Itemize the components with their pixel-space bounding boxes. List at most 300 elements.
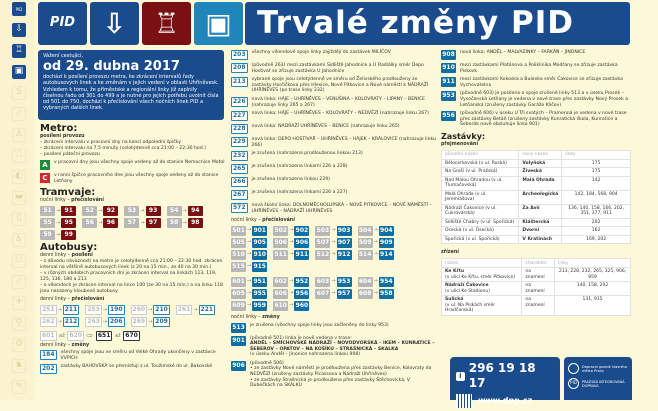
- old-line-badge: 262: [42, 318, 55, 326]
- change-desc: je zrušena (nahrazena linkami 226 a 228): [251, 164, 348, 170]
- line-badge: 226: [233, 97, 246, 105]
- old-line-badge: 51: [40, 206, 55, 216]
- old-line-badge: 57: [124, 218, 139, 228]
- renumber-pair: [231, 301, 267, 311]
- new-line-badge: 953: [337, 277, 351, 285]
- rename-table: [441, 150, 631, 245]
- old-line-badge: 503: [316, 226, 330, 234]
- renumber-pair: [176, 305, 215, 315]
- new-line-badge: 905: [253, 238, 266, 246]
- column-header: linky: [562, 150, 631, 159]
- new-line-badge: 906: [295, 238, 309, 246]
- category-sidebar: [0, 0, 34, 400]
- new-line-badge: 959: [253, 301, 266, 309]
- range-word: až: [59, 333, 65, 339]
- character-cell: na znamení: [522, 296, 555, 316]
- new-line-badge: 99: [61, 230, 76, 240]
- change-text: [252, 124, 400, 130]
- old-name-cell: Osecká (v ul. Osecká): [442, 227, 519, 236]
- table-row: [442, 204, 631, 218]
- lines-cell: 142, 184, 568, 904: [562, 190, 631, 204]
- change-desc: nová linka: HÁJE – UHŘÍNĚVES – KOLOVRATY – NEDVĚZÍ (nahrazuje linku 267): [251, 111, 429, 117]
- old-line-badge: 261: [177, 306, 191, 314]
- line-change: [441, 77, 631, 88]
- change-desc: je zrušena (nahrazena prodlouženou linkou 213): [251, 151, 363, 157]
- new-line-badge: 910: [253, 250, 266, 258]
- renumber-pair: [358, 277, 394, 287]
- column-header: název: [442, 259, 522, 268]
- wrench-icon[interactable]: ✎: [12, 380, 26, 394]
- old-line-badge: 606: [274, 289, 287, 297]
- renumber-pair: [315, 289, 351, 299]
- sub-label: noční linky –: [231, 217, 263, 223]
- renumber-pair: [40, 317, 79, 327]
- line-badge: 651: [97, 332, 111, 340]
- change-text: [250, 361, 436, 389]
- renumber-pair: [82, 218, 118, 228]
- renumber-pair: [167, 206, 203, 216]
- renumber-pair: [40, 305, 79, 315]
- buses-heading: Autobusy:: [40, 242, 98, 254]
- line-badge: 906: [232, 361, 245, 369]
- ticket-icon[interactable]: ▬: [12, 191, 26, 205]
- change-text: [460, 77, 631, 88]
- new-name-cell: Kláštercká: [519, 218, 562, 227]
- old-line-badge: 263: [87, 318, 100, 326]
- line-badge: 601: [42, 332, 55, 340]
- line-badge: 513: [232, 323, 245, 331]
- new-line-badge: 211: [64, 306, 78, 314]
- arrow-icon: →: [247, 251, 252, 258]
- old-name-cell: Spořická (v ul. Spořická): [442, 235, 519, 244]
- night-renumber-list: [231, 226, 436, 274]
- new-line-badge: 95: [61, 218, 76, 228]
- old-line-badge: 52: [82, 206, 97, 216]
- night-changes: [231, 323, 436, 389]
- change-desc: všechny spoje jsou ve směru od Velké Ohrady ukončeny v zastávce VVPICH: [60, 350, 216, 361]
- old-line-badge: 511: [274, 250, 287, 258]
- arrow-icon: →: [331, 239, 336, 246]
- change-text: [61, 350, 226, 361]
- buses-sub-renumber: [40, 297, 226, 303]
- new-name-cell: Volyňská: [519, 159, 562, 168]
- range-renumber: [40, 331, 226, 341]
- renumber-pair: [85, 317, 124, 327]
- arrow-icon: →: [182, 208, 187, 215]
- line-change: [231, 323, 436, 333]
- table-row: [442, 268, 631, 282]
- cablecar-icon[interactable]: ⟋: [12, 107, 26, 121]
- bus-renumber-list: [40, 305, 226, 329]
- renumber-pair: [124, 206, 160, 216]
- arrow-icon: →: [331, 278, 336, 285]
- arrow-icon: →: [247, 278, 252, 285]
- line-change: [231, 177, 436, 187]
- column-header: linky: [555, 259, 631, 268]
- change-text: [460, 91, 631, 108]
- lines-cell: 140, 158, 202: [555, 282, 631, 296]
- old-line-badge: 58: [167, 218, 182, 228]
- lines-cell: 202: [562, 218, 631, 227]
- sub-label: noční linky –: [40, 198, 72, 204]
- renumber-pair: [131, 305, 170, 315]
- old-line-badge: 603: [316, 277, 330, 285]
- pid-logo-icon[interactable]: PID: [12, 2, 26, 16]
- trams-sub: [40, 198, 226, 204]
- line-badge: 620: [69, 332, 82, 340]
- website-link[interactable]: www.dpp.cz: [478, 396, 533, 405]
- new-line-badge: 960: [295, 301, 309, 309]
- line-change: [40, 350, 226, 361]
- renumber-pair: [124, 218, 160, 228]
- column-header: charakter: [522, 259, 555, 268]
- bus-bullet: – z důvodu návaznosti na metro je celotýdenně cca 21:00 – 22:30 hod. zkrácen interval na většině autobusových linek (z 20 na 15 min., ze 40 na 30 min.): [40, 259, 223, 271]
- arrow-icon: →: [247, 239, 252, 246]
- old-name-cell: Malá Ohrada (v ul. Jeremiášova): [442, 190, 519, 204]
- train-s-icon[interactable]: S: [12, 86, 26, 100]
- new-stops-table: [441, 258, 631, 316]
- renumber-pair: [273, 238, 309, 248]
- phone-number[interactable]: 296 19 18 17: [468, 361, 536, 390]
- renumber-pair: [167, 218, 203, 228]
- new-line-badge: 955: [253, 289, 266, 297]
- effective-date: od 29. dubna 2017: [43, 59, 180, 75]
- arrow-icon: →: [56, 232, 61, 239]
- stop-location: (v ulici Ke Křtu, směr Pitkovice): [445, 274, 516, 280]
- stop-location: (v ul. Na Pískách směr Hradčanská): [445, 302, 496, 314]
- table-row: [442, 218, 631, 227]
- line-change: [231, 97, 436, 108]
- old-line-badge: 602: [274, 277, 287, 285]
- table-row: [442, 296, 631, 316]
- change-desc: všechny víkendové spoje linky zajíždějí do zastávek MILÍČOV: [251, 50, 391, 55]
- metro-bullet: – zkrácení intervalu na 7,5 minuty (celotýdenně cca 21:00 – 22:30 hod.): [40, 145, 206, 151]
- new-name-cell: Za Avií: [519, 204, 562, 218]
- left-column: [40, 123, 226, 377]
- old-line-badge: 509: [358, 238, 372, 246]
- change-text: [252, 50, 391, 56]
- line-change: [231, 190, 436, 200]
- right-column: [441, 50, 631, 316]
- sub-emph: přečíslování: [71, 198, 104, 204]
- new-line-badge: 209: [155, 318, 168, 326]
- change-desc: (původně 501) linka je nově vedena v trase:: [250, 335, 352, 341]
- info-icon: i: [456, 372, 465, 381]
- tram-renumber-list: [40, 206, 226, 242]
- line-change: [231, 111, 436, 121]
- line-badge: 670: [125, 332, 138, 340]
- change-desc: mezi zastávkami Platónova a Poliklinika Modřany se zřizuje zastávka Piskovk: [460, 63, 618, 74]
- metro-icon[interactable]: ⇩: [12, 23, 26, 37]
- change-text: [252, 203, 436, 214]
- old-line-badge: 514: [358, 250, 372, 258]
- stop-location: (v ulici Ke Stadionu): [445, 288, 490, 294]
- renumber-pair: [358, 226, 394, 236]
- old-line-badge: 608: [358, 289, 372, 297]
- plane-icon[interactable]: ✈: [12, 296, 26, 310]
- fish-icon[interactable]: ◐: [12, 170, 26, 184]
- old-line-badge: 512: [316, 250, 330, 258]
- escalator-icon[interactable]: ⟋: [12, 275, 26, 289]
- change-bullet: • ze zastávky Strašnická je prodloužena přes zastávky Štěchovická, V Dubečkách na SKALKU: [250, 377, 411, 389]
- buses-sub-changes: [40, 343, 226, 349]
- route-text: ANDĚL – SMÍCHOVSKÉ NÁDRAŽÍ – NOVODVORSKÁ – IKEM – KUNRATICE – ŠEBEROV – OPATOV – NA KOŠÍKU – STRAŠNICKÁ – SKALKA: [250, 341, 435, 352]
- renumber-pair: [231, 277, 267, 287]
- renumber-pair: [315, 277, 351, 287]
- new-line-badge: 206: [110, 318, 123, 326]
- tram-icon[interactable]: ♖: [12, 44, 26, 58]
- dog-icon[interactable]: ♞: [12, 359, 26, 373]
- old-line-badge: 251: [42, 306, 55, 314]
- new-line-badge: 915: [253, 262, 266, 270]
- lines-cell: 131, 915: [555, 296, 631, 316]
- people-icon[interactable]: ⚇: [12, 254, 26, 268]
- arrow-icon: →: [56, 220, 61, 227]
- line-change: [231, 124, 436, 134]
- renumber-pair: [131, 317, 170, 327]
- line-badge: 266: [233, 178, 246, 186]
- change-text: [252, 164, 348, 170]
- sub-emph: přečíslování: [262, 217, 295, 223]
- lines-cell: 213, 228, 232, 265, 325, 906, 959: [555, 268, 631, 282]
- table-row: [442, 190, 631, 204]
- change-desc: (původně 263) mezi zastávkami Sídliště Jahodnice a U Radiálky směr Depo Hostivař se zřizuje zastávka U Jahodnice: [251, 63, 424, 74]
- arrow-icon: →: [182, 220, 187, 227]
- change-text: [61, 364, 213, 370]
- table-header: [442, 259, 631, 268]
- old-name-cell: Nádraží Čakovice (v ul. Cukrovarská): [442, 204, 519, 218]
- metro-tile: ⇩: [90, 2, 139, 45]
- old-line-badge: 55: [40, 218, 55, 228]
- renumber-pair: [315, 250, 351, 260]
- new-line-badge: 902: [295, 226, 309, 234]
- change-bullet: • ze zastávky Nové náměstí je prodloužena přes zastávky Benice, Kolovraty do NEDVĚZÍ (zrušeny zastávky Picassova a Nádraží Uhříněves): [250, 366, 432, 378]
- arrow-icon: →: [140, 220, 145, 227]
- column-header: původní název: [442, 150, 519, 159]
- table-row: [442, 176, 631, 190]
- change-text: [252, 137, 436, 148]
- character-cell: na znamení: [522, 268, 555, 282]
- old-line-badge: 54: [167, 206, 182, 216]
- line-badge: 184: [42, 351, 55, 359]
- line-badge: 901: [232, 336, 245, 344]
- ferry-icon[interactable]: ⚓: [12, 128, 26, 142]
- sub-emph: změny: [262, 314, 280, 320]
- line-badge: 228: [233, 125, 246, 133]
- new-line-badge: 909: [380, 238, 393, 246]
- renumber-pair: [273, 301, 309, 311]
- new-line-badge: 914: [380, 250, 393, 258]
- old-name-cell: Sídliště Chabry (v ul. Spořická): [442, 218, 519, 227]
- stop-name: Ke Křtu: [445, 269, 465, 275]
- night-renumber-sub: [231, 218, 436, 224]
- phone-icon[interactable]: ▯: [12, 212, 26, 226]
- arrow-icon: →: [289, 278, 294, 285]
- renumber-pair: [40, 206, 76, 216]
- renumber-pair: [40, 218, 76, 228]
- new-line-badge: 94: [188, 206, 203, 216]
- new-line-badge: 958: [380, 289, 393, 297]
- bicycle-icon[interactable]: ⚙: [12, 338, 26, 352]
- change-text: [252, 77, 436, 94]
- old-line-badge: 601: [232, 277, 245, 285]
- new-line-badge: 92: [103, 206, 118, 216]
- line-badge: 953: [442, 92, 455, 100]
- arrow-icon: →: [289, 239, 294, 246]
- stop-name: Nádraží Čakovice: [445, 283, 489, 289]
- arrow-icon: →: [140, 208, 145, 215]
- new-line-badge: 91: [61, 206, 76, 216]
- new-line-badge: 911: [295, 250, 309, 258]
- old-line-badge: 506: [274, 238, 287, 246]
- lines-cell: 162: [562, 227, 631, 236]
- qr-code-icon: [456, 394, 472, 408]
- sub-emph: změny: [71, 343, 90, 349]
- dpp-name: Dopravní podnik hlavního města Prahy: [582, 364, 627, 373]
- old-line-badge: 609: [232, 301, 245, 309]
- line-change: [231, 361, 436, 389]
- metro-lines: [40, 160, 226, 184]
- new-name-cell: V Kratinách: [519, 235, 562, 244]
- renumber-pair: [358, 289, 394, 299]
- line-change: [231, 77, 436, 94]
- bus-bullet: – o víkendech je zkrácen interval na lince 100 (ze 30 na 15 min.) a na linku 118 jsou nasazeny kloubové autobusy: [40, 283, 223, 295]
- metro-line-note: [40, 160, 226, 170]
- change-text: [252, 97, 436, 108]
- change-desc: nová linka: NÁDRAŽÍ UHŘÍNĚVES – BENICE (nahrazuje linku 265): [251, 124, 400, 130]
- metro-bullets: [40, 140, 226, 158]
- change-text: [250, 336, 436, 358]
- line-change: [231, 137, 436, 148]
- old-line-badge: 59: [40, 230, 55, 240]
- metro-line-a-badge: A: [40, 160, 50, 170]
- new-line-badge: 212: [64, 318, 78, 326]
- table-row: [442, 235, 631, 244]
- change-text: [460, 63, 631, 74]
- renumber-pair: [85, 305, 124, 315]
- lines-cell: 169, 202: [562, 235, 631, 244]
- line-change: [441, 50, 631, 60]
- old-line-badge: 269: [132, 318, 146, 326]
- new-line-badge: 221: [200, 306, 214, 314]
- old-line-badge: 253: [87, 306, 100, 314]
- new-stops-sub: zřízení: [441, 250, 459, 256]
- sub-label: denní linky –: [40, 297, 72, 303]
- sub-label: denní linky –: [40, 253, 72, 259]
- sub-label: denní linky –: [40, 343, 72, 349]
- arrow-icon: →: [247, 227, 252, 234]
- change-desc: je zrušena (všechny spoje linky jsou začleněny do linky 953): [250, 322, 389, 328]
- intro-box: [38, 50, 224, 120]
- new-line-badge: 951: [253, 277, 266, 285]
- tram-tile: ♖: [142, 2, 191, 45]
- old-line-badge: 515: [232, 262, 245, 270]
- change-desc: vybrané spoje jsou celotýdenně ve směru od Želivského prodlouženy ze zastávky Horčičkova přes Hlesice, Nové Pitkovice a Nové náměstí k NÁDRAŽÍ UHŘÍNĚVES (po trase linky 232): [251, 77, 429, 94]
- metro-bullet: – zkrácení intervalu v pracovní dny na konci odpolední špičky: [40, 139, 182, 145]
- arrow-icon: →: [56, 208, 61, 215]
- page-title: Trvalé změny PID: [245, 2, 630, 45]
- night-renumber-list-2: [231, 277, 436, 313]
- renumber-pair: [40, 230, 76, 240]
- new-line-badge: 956: [295, 289, 309, 297]
- table-row: [442, 282, 631, 296]
- stops-heading: Zastávky:: [441, 131, 486, 141]
- new-name-cell: Dvorní: [519, 227, 562, 236]
- pid-logo-icon: PID: [568, 378, 579, 389]
- metro-line-c-badge: C: [40, 173, 50, 183]
- bus-changes: [40, 350, 226, 374]
- lines-cell: 175: [562, 159, 631, 168]
- arrow-icon: →: [373, 278, 378, 285]
- line-badge: 227: [233, 112, 246, 120]
- arrow-icon: →: [98, 220, 103, 227]
- line-badge: 202: [42, 365, 55, 373]
- stop-name: Sulická: [445, 297, 464, 303]
- arrow-icon: →: [247, 263, 252, 270]
- stroller-icon[interactable]: ⚲: [12, 317, 26, 331]
- wheelchair-icon[interactable]: ♿: [12, 233, 26, 247]
- change-desc: (původně 606) v úseku U Tří svatých – Pramenná je vedena v nové trase přes zastávky Betáň (zrušeny zastávky Kunratická škola, Kunratice a Šeberák nově obsluhuje linka 901): [460, 111, 627, 128]
- sub-label: noční linky –: [231, 314, 263, 320]
- old-line-badge: 604: [358, 277, 372, 285]
- new-line-badge: 904: [380, 226, 393, 234]
- line-badge: 572: [233, 204, 246, 212]
- arrow-icon: →: [57, 307, 62, 313]
- new-line-badge: 190: [110, 306, 123, 314]
- middle-column: [231, 50, 436, 392]
- bus-icon[interactable]: ▣: [12, 65, 26, 79]
- arrow-icon: →: [289, 302, 294, 309]
- arrow-icon: →: [373, 239, 378, 246]
- change-desc: mezi zastávkami Kokoska a Bulovka směr Čakovice se zřizuje zastávka Vychovatelna: [460, 77, 623, 88]
- logos-panel: [564, 357, 632, 400]
- arrow-icon: →: [102, 319, 107, 325]
- line-change: [441, 91, 631, 108]
- new-line-badge: 210: [155, 306, 168, 314]
- trams-heading: Tramvaje:: [40, 187, 96, 199]
- new-line-badge: 93: [146, 206, 161, 216]
- greeting: Vážení cestující,: [43, 53, 84, 59]
- change-text: [252, 63, 436, 74]
- arrow-icon: →: [247, 302, 252, 309]
- old-line-badge: 501: [232, 226, 245, 234]
- line-change: [441, 111, 631, 128]
- stop-name-cell: [442, 282, 522, 296]
- old-name-cell: Na Groši (v ul. Pražská): [442, 168, 519, 177]
- old-line-badge: 507: [316, 238, 330, 246]
- arrow-icon: →: [148, 307, 153, 313]
- old-line-badge: 502: [274, 226, 287, 234]
- renumber-pair: [358, 238, 394, 248]
- new-line-badge: 954: [380, 277, 393, 285]
- new-line-badge: 957: [337, 289, 351, 297]
- old-line-badge: 505: [232, 238, 245, 246]
- table-row: [442, 227, 631, 236]
- change-text: [252, 177, 330, 183]
- column-header: nový název: [519, 150, 562, 159]
- old-line-badge: 510: [232, 250, 245, 258]
- rename-sub: přejmenování: [441, 141, 479, 147]
- night-changes-cont: [441, 50, 631, 128]
- line-change: [231, 50, 436, 60]
- pid-logo-tile: PID: [38, 2, 87, 45]
- route-icon[interactable]: ⎍: [12, 149, 26, 163]
- arrow-icon: →: [373, 290, 378, 297]
- line-badge: 208: [233, 64, 246, 71]
- renumber-pair: [315, 226, 351, 236]
- sub-emph: přečíslování: [71, 297, 105, 303]
- lines-cell: 142: [562, 176, 631, 190]
